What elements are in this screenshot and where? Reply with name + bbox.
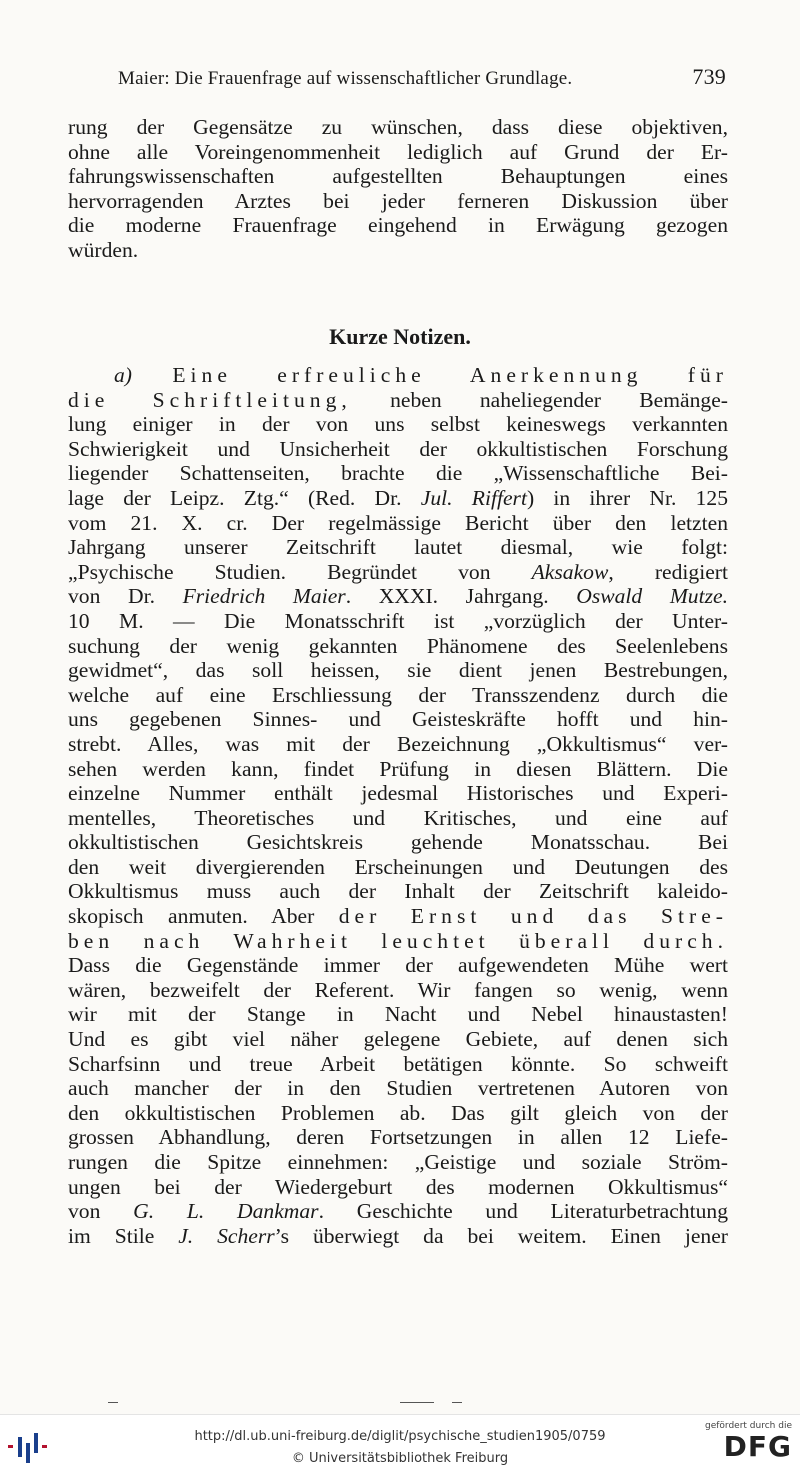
intro-paragraph <box>68 115 728 263</box>
print-mark <box>400 1402 434 1403</box>
running-head <box>118 64 726 94</box>
notes-paragraph <box>68 363 728 1248</box>
publisher-name: Oswald Mutze. <box>576 584 728 609</box>
dfg-badge <box>704 1421 792 1469</box>
text-line <box>68 560 728 585</box>
spaced-emphasis: die Schriftleitung, <box>68 387 352 412</box>
text-line: Schwierigkeit und Unsicherheit der okkultistischen Forschung <box>68 436 728 461</box>
text-line: grossen Abhandlung, deren Fortsetzungen in allen 12 Liefe- <box>68 1125 728 1150</box>
dfg-caption: gefördert durch die <box>705 1421 792 1431</box>
text-line: rung der Gegensätze zu wünschen, dass diese objektiven, <box>68 115 728 139</box>
text-line: mentelles, Theoretisches und Kritisches, und eine auf <box>68 805 728 830</box>
text-run: , redigiert <box>608 559 728 584</box>
text-line: gewidmet“, das soll heissen, sie dient jenen Bestrebungen, <box>68 658 728 683</box>
print-marks <box>0 1402 800 1408</box>
dfg-logo: DFG <box>723 1430 792 1463</box>
text-line: okkultistischen Gesichtskreis gehende Monatsschau. Bei <box>68 830 728 855</box>
person-name: Jul. Riffert <box>420 485 527 510</box>
section-title: Kurze Notizen. <box>329 324 471 349</box>
text-line: fahrungswissenschaften aufgestellten Behauptungen eines <box>68 164 728 189</box>
text-line <box>68 584 728 609</box>
text-run: lage der Leipz. Ztg.“ (Red. Dr. <box>68 485 421 510</box>
text-line: ohne alle Voreingenommenheit lediglich auf Grund der Er- <box>68 139 728 164</box>
text-run: von Dr. <box>68 584 183 609</box>
text-line <box>68 486 728 511</box>
text-line: einzelne Nummer enthält jedesmal Historisches und Experi- <box>68 781 728 806</box>
person-name: J. Scherr <box>178 1223 275 1248</box>
text-run: neben naheliegender Bemänge- <box>351 387 728 412</box>
text-line <box>68 388 728 413</box>
spaced-emphasis: Eine erfreuliche Anerkennung für <box>172 363 728 387</box>
spaced-emphasis: der Ernst und das Stre- <box>338 904 728 929</box>
print-mark <box>108 1402 118 1403</box>
text-run: „Psychische Studien. Begründet von <box>68 559 532 584</box>
text-line: suchung der wenig gekannten Phänomene des Seelenlebens <box>68 633 728 658</box>
text-line: wir mit der Stange in Nacht und Nebel hinaustasten! <box>68 1002 728 1027</box>
copyright-notice: © Universitätsbibliothek Freiburg <box>291 1451 509 1466</box>
text-line: den weit divergierenden Erscheinungen und Deutungen des <box>68 854 728 879</box>
text-line <box>68 904 728 929</box>
text-line: ungen bei der Wiedergeburt des modernen Okkultismus“ <box>68 1174 728 1199</box>
text-run: . Geschichte und Literaturbetrachtung <box>318 1199 728 1224</box>
text-line: welche auf eine Erschliessung der Transszendenz durch die <box>68 682 728 707</box>
list-marker: a) <box>114 363 173 387</box>
text-run: skopisch anmuten. Aber <box>68 904 339 929</box>
text-line: uns gegebenen Sinnes- und Geisteskräfte hofft und hin- <box>68 707 728 732</box>
text-line: Okkultismus muss auch der Inhalt der Zeitschrift kaleido- <box>68 879 728 904</box>
person-name: Friedrich Maier <box>182 584 346 609</box>
text-line: die moderne Frauenfrage eingehend in Erwägung gezogen <box>68 213 728 238</box>
text-line: Scharfsinn und treue Arbeit betätigen könnte. So schweift <box>68 1051 728 1076</box>
text-line: den okkultistischen Problemen ab. Das gilt gleich von der <box>68 1100 728 1125</box>
permalink-url[interactable]: http://dl.ub.uni-freiburg.de/diglit/psychische_studien1905/0759 <box>194 1429 606 1444</box>
text-line: sehen werden kann, findet Prüfung in diesen Blättern. Die <box>68 756 728 781</box>
text-line: würden. <box>68 237 139 262</box>
text-run: ’s überwiegt da bei weitem. Einen jener <box>274 1223 728 1248</box>
text-line: rungen die Spitze einnehmen: „Geistige und soziale Ström- <box>68 1150 728 1174</box>
text-run: . XXXI. Jahrgang. <box>345 584 577 609</box>
text-run: von <box>68 1199 134 1224</box>
text-line <box>68 1224 728 1249</box>
running-head-title: Maier: Die Frauenfrage auf wissenschaftlicher Grundlage. <box>118 68 573 89</box>
person-name: G. L. Dankmar <box>133 1199 319 1224</box>
text-line: hervorragenden Arztes bei jeder ferneren Diskussion über <box>68 188 728 213</box>
text-line: Und es gibt viel näher gelegene Gebiete, auf denen sich <box>68 1027 728 1052</box>
text-line: Dass die Gegenstände immer der aufgewendeten Mühe wert <box>68 953 728 978</box>
text-line: liegender Schattenseiten, brachte die „Wissenschaftliche Bei- <box>68 461 728 486</box>
person-name: Aksakow <box>531 559 609 584</box>
text-line: strebt. Alles, was mit der Bezeichnung „Okkultismus“ ver- <box>68 731 728 756</box>
text-run: im Stile <box>68 1223 179 1248</box>
text-line <box>68 1199 728 1224</box>
text-line: 10 M. — Die Monatsschrift ist „vorzüglich der Unter- <box>68 608 728 633</box>
page-number: 739 <box>692 64 726 89</box>
text-line: vom 21. X. cr. Der regelmässige Bericht über den letzten <box>68 510 728 535</box>
text-line: wären, bezweifelt der Referent. Wir fangen so wenig, wenn <box>68 977 728 1002</box>
text-line: Jahrgang unserer Zeitschrift lautet diesmal, wie folgt: <box>68 535 728 560</box>
text-line: auch mancher der in den Studien vertretenen Autoren von <box>68 1076 728 1101</box>
text-line: ben nach Wahrheit leuchtet überall durch. <box>68 928 728 953</box>
text-line: lung einiger in der von uns selbst keineswegs verkannten <box>68 412 728 437</box>
print-mark <box>452 1402 462 1403</box>
digitization-footer <box>0 1414 800 1473</box>
library-logo-icon <box>8 1429 56 1463</box>
text-run: ) in ihrer Nr. 125 <box>526 485 728 510</box>
text-line <box>68 363 728 388</box>
